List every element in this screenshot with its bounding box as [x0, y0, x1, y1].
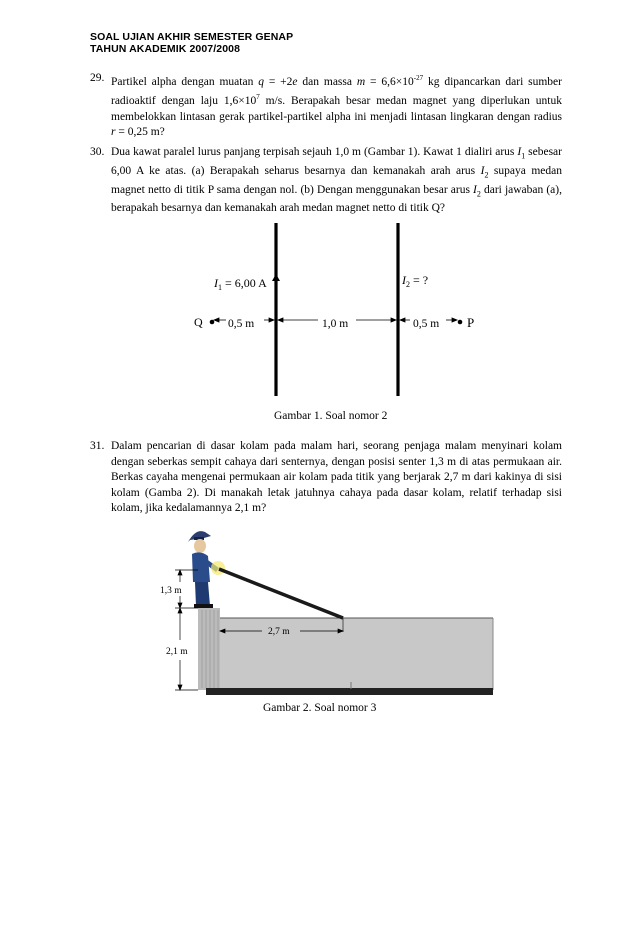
horizontal-distance-label: 2,7 m	[268, 627, 290, 637]
current-2-label: $I_2$ = ?	[402, 273, 429, 289]
pool-water	[220, 618, 493, 690]
point-p-dot	[458, 320, 463, 325]
question-31	[90, 439, 562, 517]
current-1-label: $I_1 = 6,00$ A	[214, 276, 267, 292]
depth-label: 2,1 m	[166, 647, 188, 657]
header-title: SOAL UJIAN AKHIR SEMESTER GENAP	[90, 31, 294, 43]
question-30	[90, 145, 562, 217]
distance-middle-label: 1,0 m	[322, 318, 349, 330]
pool-side-wall	[198, 608, 220, 690]
point-q-dot	[210, 320, 215, 325]
pool-bottom	[206, 688, 493, 695]
question-number: 30.	[90, 146, 105, 158]
point-q-label: Q	[194, 315, 203, 329]
current-up-arrow-icon	[272, 274, 280, 281]
point-p-label: P	[467, 315, 475, 330]
question-29	[90, 71, 562, 141]
light-beam	[219, 569, 343, 618]
figure-1-caption: Gambar 1. Soal nomor 2	[274, 410, 388, 422]
question-text: Dua kawat paralel lurus panjang terpisah sejauh 1,0 m (Gambar 1). Kawat 1 dialiri arus $I_1$ sebesar 6,00 A ke atas. (a) Berapakah seharus besarnya dan kemanakah arah arus $I_2$ supaya medan magnet netto di titik P sama dengan nol. (b) Dengan menggunakan besar arus $I_2$ dari jawaban (a), berapakah besarnya dan kemanakah arah medan magnet netto di titik Q?	[111, 146, 562, 215]
figure-2-caption: Gambar 2. Soal nomor 3	[263, 702, 377, 714]
figure-1-diagram	[0, 215, 638, 415]
question-text: Partikel alpha dengan muatan q = +2e dan massa $m = 6,6\times 10^{-27}$ kg dipancarkan dari sumber radioaktif dengan laju $1,6\times 10^7$ m/s. Berapakah besar medan magnet yang diperlukan untuk membelokkan lintasan gerak partikel-partikel alpha ini menjadi lintasan lingkaran dengan radius r = 0,25 m?	[111, 74, 562, 139]
distance-right-label: 0,5 m	[413, 318, 440, 330]
height-above-water-label: 1,3 m	[160, 586, 182, 596]
question-number: 29.	[90, 72, 105, 84]
distance-left-label: 0,5 m	[228, 318, 255, 330]
header-subtitle: TAHUN AKADEMIK 2007/2008	[90, 43, 241, 55]
figure-2-diagram	[0, 510, 638, 700]
question-text: Dalam pencarian di dasar kolam pada malam hari, seorang penjaga malam menyinari kolam dengan seberkas sempit cahaya dari senternya, dengan posisi senter 1,3 m di atas permukaan air. Berkas cayaha mengenai permukaan air kolam pada titik yang berjarak 2,7 m dari kakinya di sisi kolam (Gamba 2). Di manakah letak jatuhnya cahaya pada dasar kolam, relatif terhadap sisi kolam, jika kedalamannya 2,1 m?	[111, 440, 562, 514]
question-number: 31.	[90, 440, 105, 452]
flashlight-glow	[211, 561, 225, 575]
